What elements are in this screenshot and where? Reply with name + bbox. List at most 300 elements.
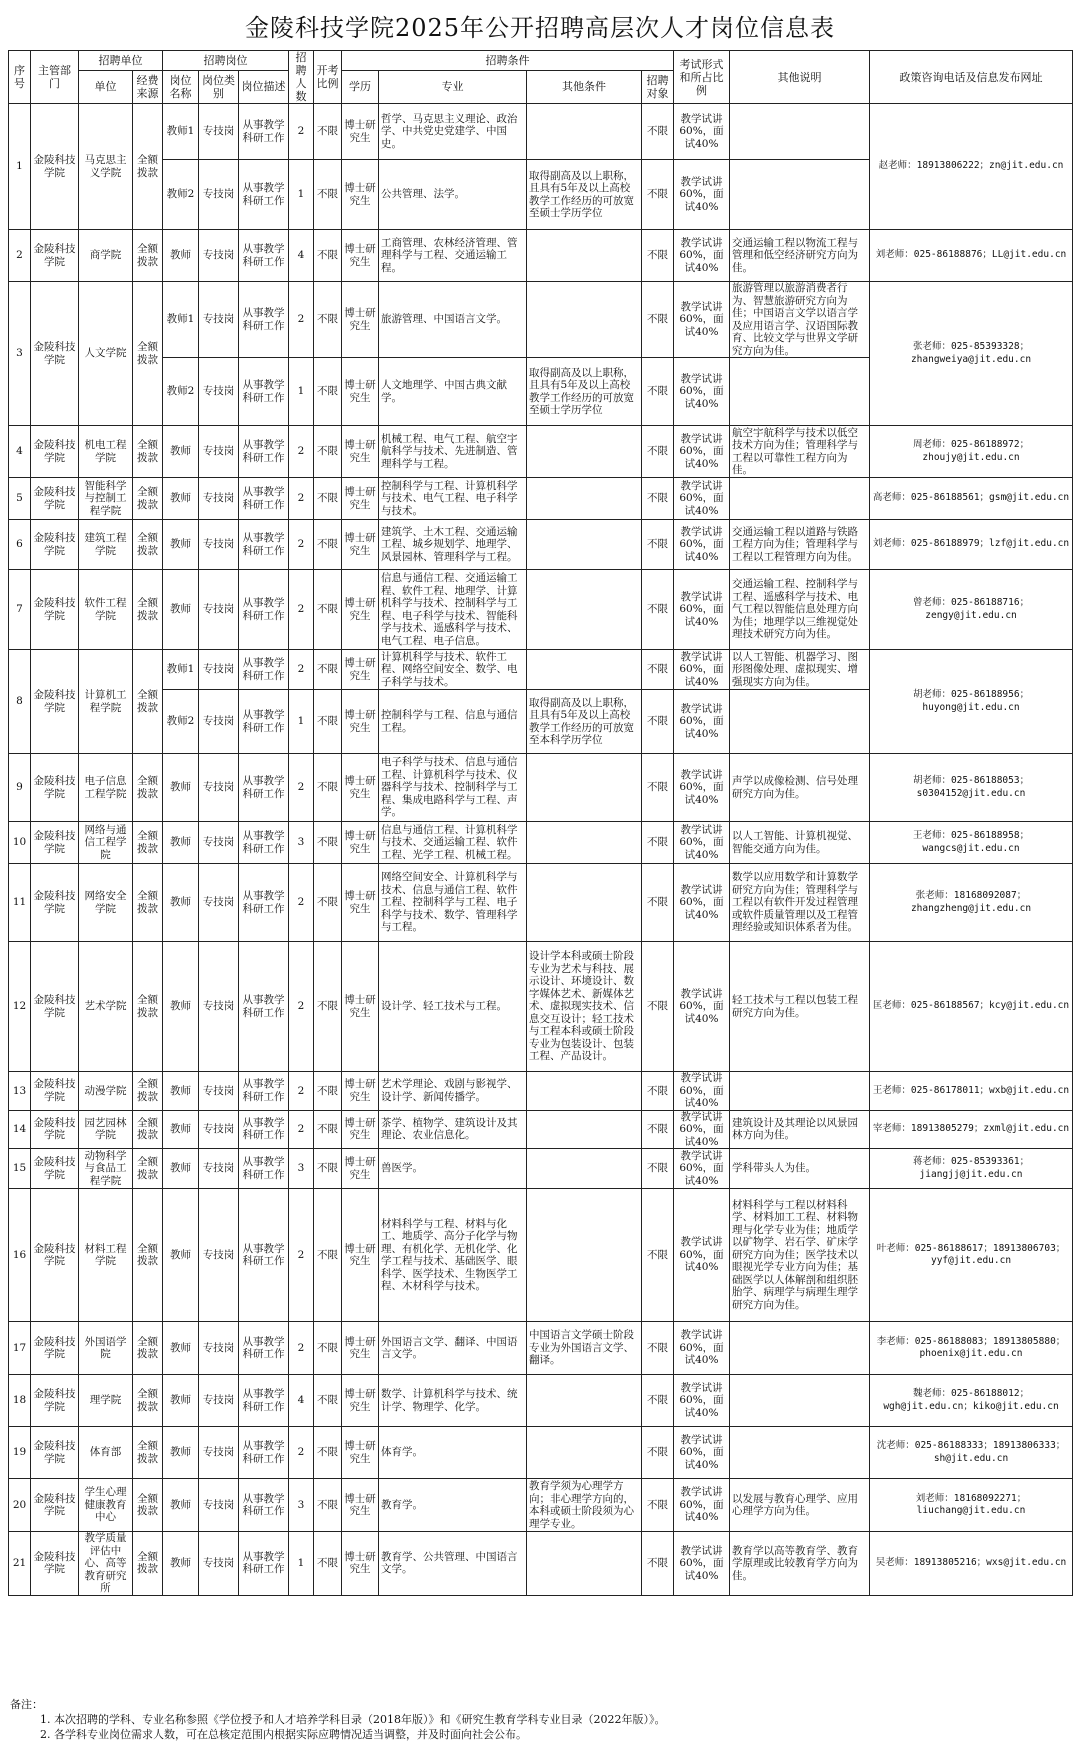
- table-row: [9, 822, 1073, 864]
- row-other: [527, 478, 642, 520]
- row-exam: 教学试讲60%，面试40%: [674, 230, 730, 282]
- row-post-desc: 从事教学科研工作: [239, 1149, 289, 1189]
- row-ratio: 不限: [314, 1479, 342, 1532]
- row-ratio: 不限: [314, 1322, 342, 1375]
- row-dept: 金陵科技学院: [31, 520, 79, 570]
- row-edu: 博士研究生: [342, 1532, 379, 1596]
- row-seq: 18: [9, 1375, 31, 1427]
- table-row: [9, 650, 1073, 690]
- table-row: [9, 1532, 1073, 1596]
- row-target: 不限: [642, 1532, 674, 1596]
- row-remarks: [730, 160, 870, 230]
- row-target: 不限: [642, 160, 674, 230]
- row-remarks: 建筑设计及其理论以风景园林方向为佳。: [730, 1110, 870, 1149]
- row-post-type: 专技岗: [199, 426, 239, 478]
- row-exam: 教学试讲60%，面试40%: [674, 690, 730, 754]
- row-major: 数学、计算机科学与技术、统计学、物理学、化学。: [379, 1375, 527, 1427]
- row-unit: 学生心理健康教育中心: [79, 1479, 133, 1532]
- row-edu: 博士研究生: [342, 104, 379, 160]
- row-major: 工商管理、农林经济管理、管理科学与工程、交通运输工程。: [379, 230, 527, 282]
- row-contact: 王老师：025-86188958；wangcs@jit.edu.cn: [870, 822, 1073, 864]
- row-edu: 博士研究生: [342, 822, 379, 864]
- row-edu: 博士研究生: [342, 1189, 379, 1322]
- row-remarks: 教育学以高等教育学、教育学原理或比较教育学方向为佳。: [730, 1532, 870, 1596]
- row-post-name: 教师: [163, 230, 199, 282]
- row-remarks: 航空宇航科学与技术以低空技术方向为佳；管理科学与工程以可靠性工程方向为佳。: [730, 426, 870, 478]
- row-count: 1: [289, 1532, 314, 1596]
- row-edu: 博士研究生: [342, 1322, 379, 1375]
- row-remarks: [730, 1375, 870, 1427]
- table-row: [9, 1149, 1073, 1189]
- row-post-name: 教师: [163, 864, 199, 942]
- row-count: 2: [289, 650, 314, 690]
- row-seq: 11: [9, 864, 31, 942]
- row-ratio: 不限: [314, 1375, 342, 1427]
- header-major: 专业: [379, 70, 527, 103]
- row-dept: 金陵科技学院: [31, 230, 79, 282]
- row-dept: 金陵科技学院: [31, 1532, 79, 1596]
- row-other: 取得副高及以上职称，且具有5年及以上高校教学工作经历的可放宽至硕士学历学位: [527, 358, 642, 426]
- row-target: 不限: [642, 1189, 674, 1322]
- row-count: 1: [289, 160, 314, 230]
- row-post-desc: 从事教学科研工作: [239, 1110, 289, 1149]
- row-other: [527, 570, 642, 650]
- row-unit: 网络与通信工程学院: [79, 822, 133, 864]
- row-contact: 刘老师：025-86188979；lzf@jit.edu.cn: [870, 520, 1073, 570]
- row-count: 2: [289, 754, 314, 822]
- row-target: 不限: [642, 282, 674, 358]
- row-other: [527, 520, 642, 570]
- row-remarks: 以人工智能、机器学习、图形图像处理、虚拟现实、增强现实方向为佳。: [730, 650, 870, 690]
- row-post-desc: 从事教学科研工作: [239, 478, 289, 520]
- row-edu: 博士研究生: [342, 282, 379, 358]
- row-seq: 5: [9, 478, 31, 520]
- table-row: [9, 426, 1073, 478]
- row-post-desc: 从事教学科研工作: [239, 942, 289, 1072]
- row-dept: 金陵科技学院: [31, 1375, 79, 1427]
- row-edu: 博士研究生: [342, 1479, 379, 1532]
- row-dept: 金陵科技学院: [31, 104, 79, 230]
- table-row: [9, 864, 1073, 942]
- header-edu: 学历: [342, 70, 379, 103]
- row-fund: 全额拨款: [133, 1110, 163, 1149]
- row-fund: 全额拨款: [133, 520, 163, 570]
- row-ratio: 不限: [314, 650, 342, 690]
- row-post-type: 专技岗: [199, 1149, 239, 1189]
- row-dept: 金陵科技学院: [31, 1479, 79, 1532]
- positions-table: [8, 50, 1073, 1596]
- row-count: 2: [289, 520, 314, 570]
- row-post-desc: 从事教学科研工作: [239, 754, 289, 822]
- row-post-desc: 从事教学科研工作: [239, 160, 289, 230]
- row-seq: 21: [9, 1532, 31, 1596]
- row-exam: 教学试讲60%，面试40%: [674, 754, 730, 822]
- row-major: 体育学。: [379, 1427, 527, 1479]
- row-other: [527, 1532, 642, 1596]
- row-major: 信息与通信工程、交通运输工程、软件工程、地理学、计算机科学与技术、控制科学与工程、电子科学与技术、智能科学与技术、遥感科学与技术、电气工程、电子信息。: [379, 570, 527, 650]
- row-ratio: 不限: [314, 478, 342, 520]
- notes: [10, 1697, 1070, 1742]
- row-count: 2: [289, 942, 314, 1072]
- row-ratio: 不限: [314, 520, 342, 570]
- row-target: 不限: [642, 1427, 674, 1479]
- row-exam: 教学试讲60%，面试40%: [674, 650, 730, 690]
- row-edu: 博士研究生: [342, 358, 379, 426]
- row-post-desc: 从事教学科研工作: [239, 230, 289, 282]
- row-post-type: 专技岗: [199, 230, 239, 282]
- row-dept: 金陵科技学院: [31, 426, 79, 478]
- table-row: [9, 754, 1073, 822]
- row-seq: 14: [9, 1110, 31, 1149]
- row-ratio: 不限: [314, 1149, 342, 1189]
- row-other: 教育学须为心理学方向；非心理学方向的，本科或硕士阶段须为心理学专业。: [527, 1479, 642, 1532]
- row-post-name: 教师2: [163, 690, 199, 754]
- row-major: 控制科学与工程、信息与通信工程。: [379, 690, 527, 754]
- row-target: 不限: [642, 864, 674, 942]
- row-ratio: 不限: [314, 230, 342, 282]
- row-seq: 9: [9, 754, 31, 822]
- row-unit: 网络安全学院: [79, 864, 133, 942]
- row-major: 材料科学与工程、材料与化工、地质学、高分子化学与物理、有机化学、无机化学、化学工程与技术、基础医学、眼科学、医学技术、生物医学工程、木材科学与技术。: [379, 1189, 527, 1322]
- row-contact: 高老师：025-86188561；gsm@jit.edu.cn: [870, 478, 1073, 520]
- row-count: 2: [289, 1189, 314, 1322]
- row-unit: 智能科学与控制工程学院: [79, 478, 133, 520]
- header-other: 其他条件: [527, 70, 642, 103]
- row-target: 不限: [642, 1322, 674, 1375]
- row-dept: 金陵科技学院: [31, 1072, 79, 1111]
- row-fund: 全额拨款: [133, 104, 163, 230]
- row-unit: 商学院: [79, 230, 133, 282]
- row-fund: 全额拨款: [133, 822, 163, 864]
- row-exam: 教学试讲60%，面试40%: [674, 1110, 730, 1149]
- row-edu: 博士研究生: [342, 754, 379, 822]
- table-row: [9, 1479, 1073, 1532]
- row-edu: 博士研究生: [342, 1427, 379, 1479]
- row-other: [527, 1072, 642, 1111]
- row-target: 不限: [642, 520, 674, 570]
- row-other: [527, 426, 642, 478]
- row-count: 3: [289, 1479, 314, 1532]
- row-edu: 博士研究生: [342, 520, 379, 570]
- row-other: 取得副高及以上职称，且具有5年及以上高校教学工作经历的可放宽至硕士学历学位: [527, 160, 642, 230]
- row-post-desc: 从事教学科研工作: [239, 282, 289, 358]
- row-contact: 赵老师：18913806222；zn@jit.edu.cn: [870, 104, 1073, 230]
- row-major: 机械工程、电气工程、航空宇航科学与技术、先进制造、管理科学与工程。: [379, 426, 527, 478]
- row-remarks: 交通运输工程、控制科学与工程、遥感科学与技术、电气工程以智能信息处理方向为佳；地理学以三维视觉处理技术研究方向为佳。: [730, 570, 870, 650]
- notes-label: 备注：: [10, 1698, 43, 1711]
- row-unit: 机电工程学院: [79, 426, 133, 478]
- row-fund: 全额拨款: [133, 282, 163, 426]
- row-edu: 博士研究生: [342, 230, 379, 282]
- row-remarks: [730, 478, 870, 520]
- row-other: [527, 1149, 642, 1189]
- header-contact: 政策咨询电话及信息发布网址: [870, 51, 1073, 104]
- row-seq: 10: [9, 822, 31, 864]
- row-remarks: 以发展与教育心理学、应用心理学方向为佳。: [730, 1479, 870, 1532]
- row-other: [527, 754, 642, 822]
- row-other: [527, 104, 642, 160]
- row-ratio: 不限: [314, 160, 342, 230]
- row-post-type: 专技岗: [199, 570, 239, 650]
- row-post-name: 教师: [163, 1532, 199, 1596]
- row-fund: 全额拨款: [133, 1532, 163, 1596]
- table-row: [9, 520, 1073, 570]
- row-ratio: 不限: [314, 864, 342, 942]
- row-target: 不限: [642, 1110, 674, 1149]
- row-contact: 吴老师：18913805216；wxs@jit.edu.cn: [870, 1532, 1073, 1596]
- row-ratio: 不限: [314, 1189, 342, 1322]
- row-post-name: 教师: [163, 426, 199, 478]
- header-target: 招聘对象: [642, 70, 674, 103]
- row-target: 不限: [642, 754, 674, 822]
- row-exam: 教学试讲60%，面试40%: [674, 1189, 730, 1322]
- row-exam: 教学试讲60%，面试40%: [674, 282, 730, 358]
- row-fund: 全额拨款: [133, 1375, 163, 1427]
- row-other: 取得副高及以上职称，且具有5年及以上高校教学工作经历的可放宽至本科学历学位: [527, 690, 642, 754]
- row-fund: 全额拨款: [133, 230, 163, 282]
- row-remarks: [730, 1072, 870, 1111]
- row-remarks: 交通运输工程以道路与铁路工程方向为佳；管理科学与工程以工程管理方向为佳。: [730, 520, 870, 570]
- row-contact: 胡老师：025-86188053；s0304152@jit.edu.cn: [870, 754, 1073, 822]
- row-edu: 博士研究生: [342, 1149, 379, 1189]
- row-other: [527, 282, 642, 358]
- row-target: 不限: [642, 1072, 674, 1111]
- row-exam: 教学试讲60%，面试40%: [674, 1149, 730, 1189]
- header-count: 招聘人数: [289, 51, 314, 104]
- row-post-type: 专技岗: [199, 1532, 239, 1596]
- row-post-type: 专技岗: [199, 358, 239, 426]
- row-seq: 3: [9, 282, 31, 426]
- row-major: 教育学、公共管理、中国语言文学。: [379, 1532, 527, 1596]
- row-remarks: 交通运输工程以物流工程与管理和低空经济研究方向为佳。: [730, 230, 870, 282]
- row-post-desc: 从事教学科研工作: [239, 520, 289, 570]
- header-post-group: 招聘岗位: [163, 51, 289, 71]
- row-post-name: 教师: [163, 1427, 199, 1479]
- row-post-type: 专技岗: [199, 1479, 239, 1532]
- row-target: 不限: [642, 426, 674, 478]
- row-post-name: 教师: [163, 754, 199, 822]
- row-count: 2: [289, 1322, 314, 1375]
- row-major: 电子科学与技术、信息与通信工程、计算机科学与技术、仪器科学与技术、控制科学与工程、集成电路科学与工程、声学。: [379, 754, 527, 822]
- note-1: 1. 本次招聘的学科、专业名称参照《学位授予和人才培养学科目录（2018年版）》和《研究生教育学科专业目录（2022年版）》。: [40, 1713, 666, 1726]
- row-major: 设计学、轻工技术与工程。: [379, 942, 527, 1072]
- row-post-type: 专技岗: [199, 478, 239, 520]
- row-exam: 教学试讲60%，面试40%: [674, 1427, 730, 1479]
- header-unit-group: 招聘单位: [79, 51, 163, 71]
- row-ratio: 不限: [314, 754, 342, 822]
- row-remarks: 学科带头人为佳。: [730, 1149, 870, 1189]
- row-target: 不限: [642, 478, 674, 520]
- row-remarks: 声学以成像检测、信号处理研究方向为佳。: [730, 754, 870, 822]
- header-remarks: 其他说明: [730, 51, 870, 104]
- table-row: [9, 1110, 1073, 1149]
- row-edu: 博士研究生: [342, 864, 379, 942]
- row-post-type: 专技岗: [199, 864, 239, 942]
- header-fund: 经费来源: [133, 70, 163, 103]
- row-post-type: 专技岗: [199, 1072, 239, 1111]
- row-seq: 8: [9, 650, 31, 754]
- row-ratio: 不限: [314, 1110, 342, 1149]
- row-major: 计算机科学与技术、软件工程、网络空间安全、数学、电子科学与技术。: [379, 650, 527, 690]
- row-post-name: 教师: [163, 1072, 199, 1111]
- row-target: 不限: [642, 358, 674, 426]
- row-exam: 教学试讲60%，面试40%: [674, 478, 730, 520]
- row-other: [527, 1189, 642, 1322]
- row-major: 外国语言文学、翻译、中国语言文学。: [379, 1322, 527, 1375]
- row-post-name: 教师: [163, 1149, 199, 1189]
- row-edu: 博士研究生: [342, 1375, 379, 1427]
- table-row: [9, 942, 1073, 1072]
- row-count: 2: [289, 1427, 314, 1479]
- row-post-name: 教师2: [163, 358, 199, 426]
- row-major: 教育学。: [379, 1479, 527, 1532]
- row-seq: 1: [9, 104, 31, 230]
- row-post-type: 专技岗: [199, 1322, 239, 1375]
- row-major: 公共管理、法学。: [379, 160, 527, 230]
- row-post-name: 教师1: [163, 650, 199, 690]
- row-post-type: 专技岗: [199, 1375, 239, 1427]
- row-fund: 全额拨款: [133, 1479, 163, 1532]
- row-dept: 金陵科技学院: [31, 1322, 79, 1375]
- row-contact: 宰老师：18913805279；zxml@jit.edu.cn: [870, 1110, 1073, 1149]
- table-row: [9, 282, 1073, 358]
- row-count: 2: [289, 478, 314, 520]
- row-fund: 全额拨款: [133, 426, 163, 478]
- row-edu: 博士研究生: [342, 690, 379, 754]
- row-target: 不限: [642, 650, 674, 690]
- row-dept: 金陵科技学院: [31, 1110, 79, 1149]
- row-fund: 全额拨款: [133, 650, 163, 754]
- row-dept: 金陵科技学院: [31, 650, 79, 754]
- header-post-desc: 岗位描述: [239, 70, 289, 103]
- row-edu: 博士研究生: [342, 1110, 379, 1149]
- row-major: 旅游管理、中国语言文学。: [379, 282, 527, 358]
- row-post-type: 专技岗: [199, 690, 239, 754]
- row-seq: 20: [9, 1479, 31, 1532]
- row-edu: 博士研究生: [342, 160, 379, 230]
- row-post-name: 教师: [163, 1189, 199, 1322]
- row-count: 1: [289, 690, 314, 754]
- row-target: 不限: [642, 230, 674, 282]
- row-seq: 6: [9, 520, 31, 570]
- header-ratio: 开考比例: [314, 51, 342, 104]
- row-remarks: 以人工智能、计算机视觉、智能交通方向为佳。: [730, 822, 870, 864]
- row-fund: 全额拨款: [133, 1072, 163, 1111]
- row-exam: 教学试讲60%，面试40%: [674, 1479, 730, 1532]
- row-remarks: [730, 1427, 870, 1479]
- row-other: [527, 1110, 642, 1149]
- row-dept: 金陵科技学院: [31, 570, 79, 650]
- row-fund: 全额拨款: [133, 942, 163, 1072]
- row-ratio: 不限: [314, 104, 342, 160]
- table-row: [9, 570, 1073, 650]
- row-dept: 金陵科技学院: [31, 822, 79, 864]
- row-count: 2: [289, 282, 314, 358]
- row-count: 4: [289, 1375, 314, 1427]
- row-other: 中国语言文学硕士阶段专业为外国语言文学、翻译。: [527, 1322, 642, 1375]
- row-contact: 魏老师：025-86188012；wgh@jit.edu.cn；kiko@jit.edu.cn: [870, 1375, 1073, 1427]
- row-dept: 金陵科技学院: [31, 754, 79, 822]
- table-row: [9, 1375, 1073, 1427]
- row-fund: 全额拨款: [133, 570, 163, 650]
- table-row: [9, 104, 1073, 160]
- row-target: 不限: [642, 1479, 674, 1532]
- page-title: 金陵科技学院2025年公开招聘高层次人才岗位信息表: [244, 14, 836, 42]
- row-contact: 张老师：025-85393328；zhangweiya@jit.edu.cn: [870, 282, 1073, 426]
- row-edu: 博士研究生: [342, 650, 379, 690]
- row-post-type: 专技岗: [199, 282, 239, 358]
- row-post-type: 专技岗: [199, 520, 239, 570]
- row-seq: 15: [9, 1149, 31, 1189]
- row-post-type: 专技岗: [199, 822, 239, 864]
- row-exam: 教学试讲60%，面试40%: [674, 160, 730, 230]
- row-remarks: [730, 104, 870, 160]
- row-post-name: 教师1: [163, 282, 199, 358]
- row-edu: 博士研究生: [342, 1072, 379, 1111]
- row-fund: 全额拨款: [133, 1322, 163, 1375]
- row-post-desc: 从事教学科研工作: [239, 426, 289, 478]
- row-contact: 蒋老师：025-85393361；jiangjj@jit.edu.cn: [870, 1149, 1073, 1189]
- row-count: 3: [289, 822, 314, 864]
- row-post-desc: 从事教学科研工作: [239, 358, 289, 426]
- row-count: 3: [289, 1149, 314, 1189]
- row-count: 2: [289, 570, 314, 650]
- row-major: 信息与通信工程、计算机科学与技术、交通运输工程、软件工程、光学工程、机械工程。: [379, 822, 527, 864]
- row-contact: 周老师：025-86188972；zhoujy@jit.edu.cn: [870, 426, 1073, 478]
- row-post-type: 专技岗: [199, 942, 239, 1072]
- row-unit: 人文学院: [79, 282, 133, 426]
- header-row-1: [9, 51, 1073, 71]
- row-dept: 金陵科技学院: [31, 1189, 79, 1322]
- row-contact: 胡老师：025-86188956；huyong@jit.edu.cn: [870, 650, 1073, 754]
- row-dept: 金陵科技学院: [31, 478, 79, 520]
- row-dept: 金陵科技学院: [31, 1427, 79, 1479]
- row-unit: 材料工程学院: [79, 1189, 133, 1322]
- row-other: [527, 230, 642, 282]
- row-post-type: 专技岗: [199, 754, 239, 822]
- row-remarks: [730, 1322, 870, 1375]
- row-ratio: 不限: [314, 1427, 342, 1479]
- row-count: 2: [289, 1110, 314, 1149]
- row-major: 哲学、马克思主义理论、政治学、中共党史党建学、中国史。: [379, 104, 527, 160]
- row-target: 不限: [642, 690, 674, 754]
- row-count: 2: [289, 864, 314, 942]
- row-other: 设计学本科或硕士阶段专业为艺术与科技、展示设计、环境设计、数字媒体艺术、新媒体艺术、虚拟现实技术、信息交互设计；轻工技术与工程本科或硕士阶段专业为包装设计、包装工程、产品设计。: [527, 942, 642, 1072]
- row-exam: 教学试讲60%，面试40%: [674, 570, 730, 650]
- row-post-name: 教师: [163, 822, 199, 864]
- row-post-name: 教师: [163, 1375, 199, 1427]
- row-dept: 金陵科技学院: [31, 864, 79, 942]
- row-major: 人文地理学、中国古典文献学。: [379, 358, 527, 426]
- row-post-type: 专技岗: [199, 104, 239, 160]
- row-post-type: 专技岗: [199, 1427, 239, 1479]
- row-ratio: 不限: [314, 570, 342, 650]
- row-post-name: 教师: [163, 520, 199, 570]
- row-seq: 17: [9, 1322, 31, 1375]
- row-exam: 教学试讲60%，面试40%: [674, 1322, 730, 1375]
- row-post-name: 教师: [163, 1110, 199, 1149]
- row-unit: 艺术学院: [79, 942, 133, 1072]
- row-count: 2: [289, 104, 314, 160]
- row-contact: 刘老师：025-86188876；LL@jit.edu.cn: [870, 230, 1073, 282]
- row-post-name: 教师: [163, 942, 199, 1072]
- row-ratio: 不限: [314, 690, 342, 754]
- row-target: 不限: [642, 570, 674, 650]
- row-remarks: 旅游管理以旅游消费者行为、智慧旅游研究方向为佳；中国语言文学以语言学及应用语言学、汉语国际教育、比较文学与世界文学研究方向为佳。: [730, 282, 870, 358]
- row-ratio: 不限: [314, 1072, 342, 1111]
- row-post-desc: 从事教学科研工作: [239, 104, 289, 160]
- row-major: 网络空间安全、计算机科学与技术、信息与通信工程、软件工程、控制科学与工程、电子科学与技术、数学、管理科学与工程。: [379, 864, 527, 942]
